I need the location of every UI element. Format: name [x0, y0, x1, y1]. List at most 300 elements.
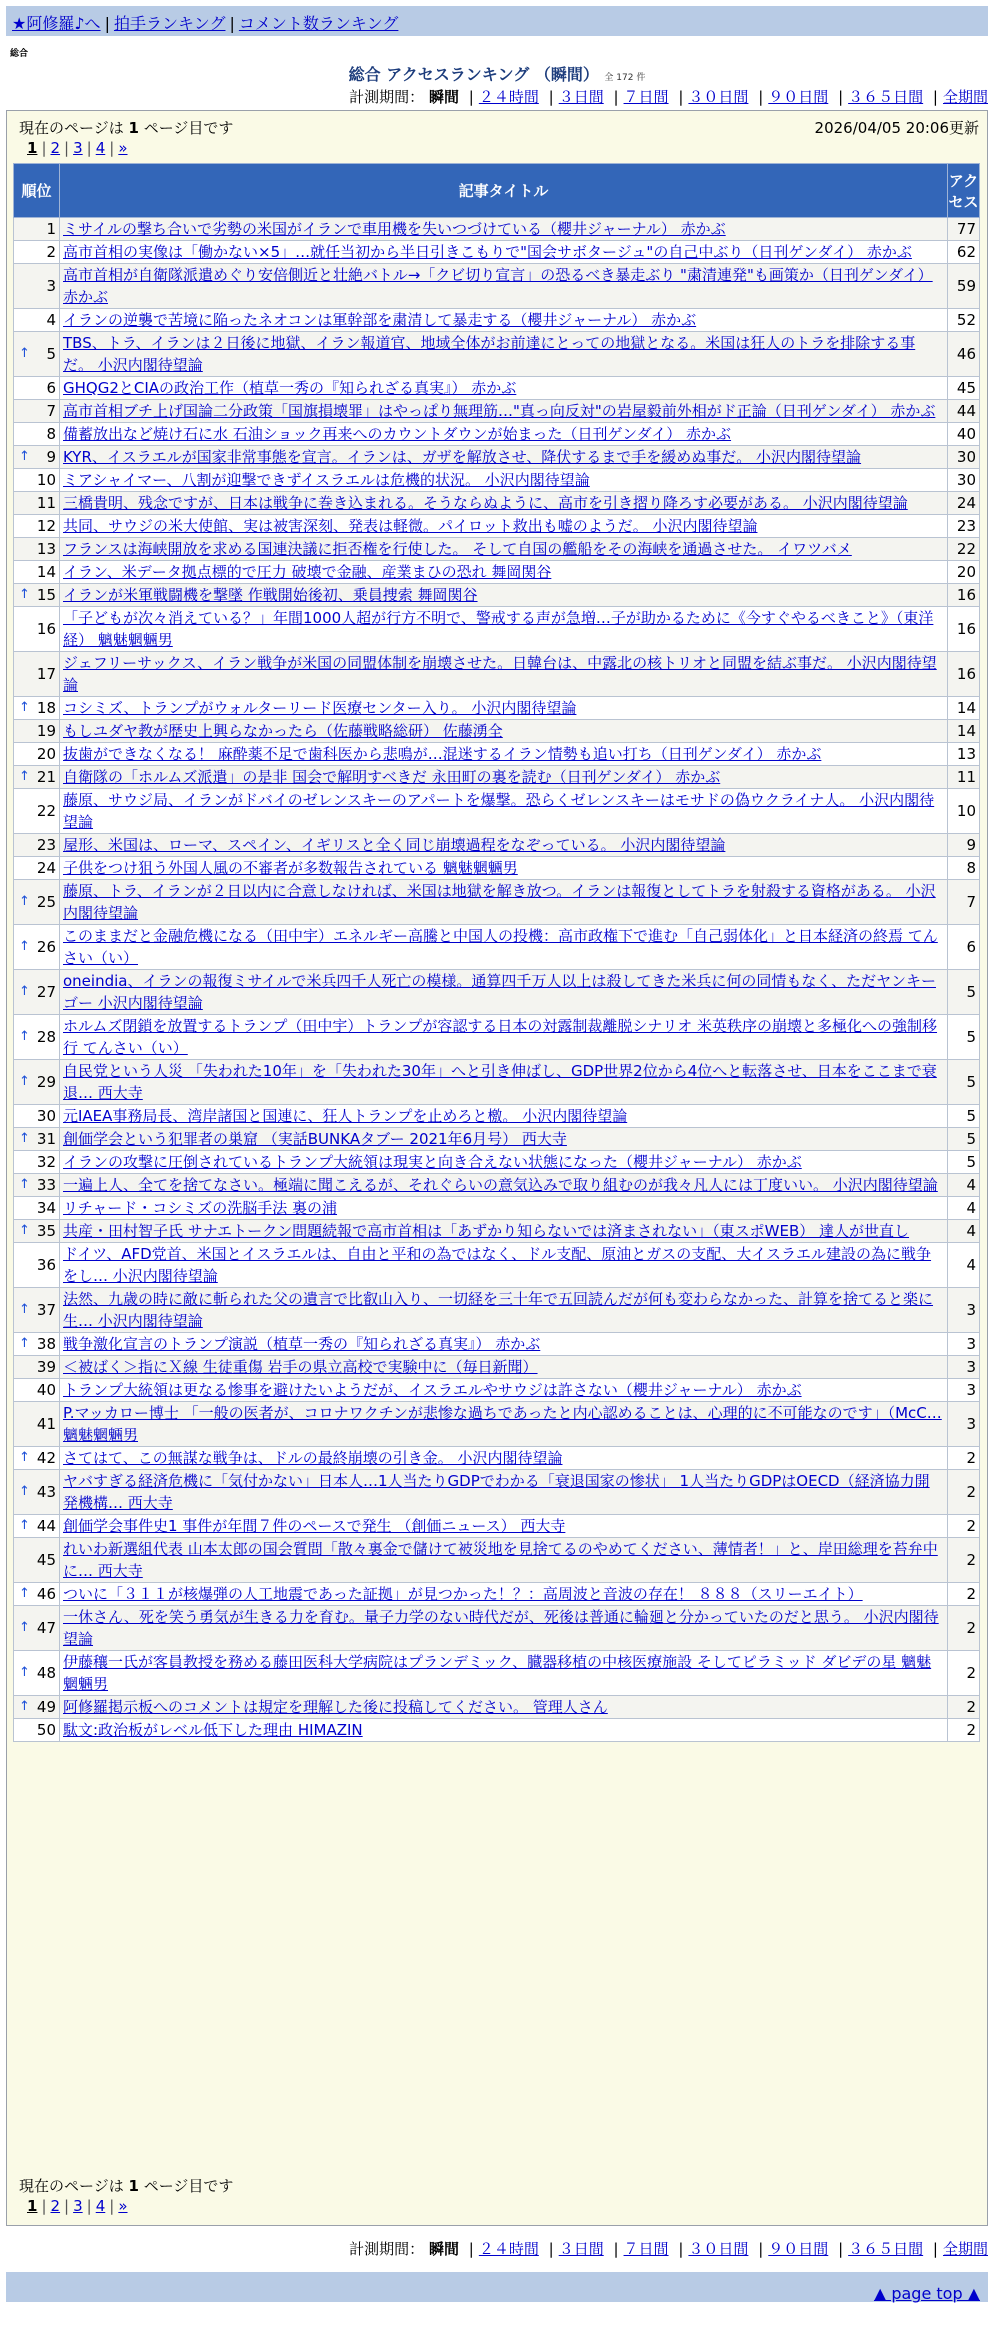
- title-cell: [60, 584, 948, 607]
- period-current: 瞬間: [428, 2240, 459, 2258]
- rank-number: 17: [36, 665, 56, 683]
- title-cell: [60, 538, 948, 561]
- title-cell: [60, 492, 948, 515]
- period-separator: |: [548, 2240, 554, 2258]
- article-link[interactable]: 一休さん、死を笑う勇気が生きる力を育む。量子力学のない時代だが、死後は普通に輪廻と分かっていたのだと思う。 小沢内閣待望論: [63, 1608, 939, 1648]
- pager-link-4[interactable]: 4: [95, 2197, 106, 2215]
- pager-current: 1: [27, 2197, 38, 2215]
- access-count: 3: [948, 1288, 980, 1333]
- rank-cell: [14, 469, 60, 492]
- article-link[interactable]: フランスは海峡開放を求める国連決議に拒否権を行使した。 そして自国の艦船をその海峡を通過させた。 イワツバメ: [63, 540, 852, 558]
- table-row: [14, 1583, 980, 1606]
- title-cell: [60, 789, 948, 834]
- access-count: 3: [948, 1356, 980, 1379]
- period-current: 瞬間: [428, 88, 459, 106]
- title-cell: [60, 1151, 948, 1174]
- article-link[interactable]: 阿修羅掲示板へのコメントは規定を理解した後に投稿してください。 管理人さん: [63, 1698, 608, 1716]
- rank-number: 21: [36, 768, 56, 786]
- rank-cell: [14, 1333, 60, 1356]
- up-arrow-icon: ↑: [19, 1586, 30, 1601]
- article-link[interactable]: さてはて、この無謀な戦争は、ドルの最終崩壊の引き金。 小沢内閣待望論: [63, 1449, 563, 1467]
- title-cell: [60, 446, 948, 469]
- access-count: 14: [948, 697, 980, 720]
- period-link-7d[interactable]: ７日間: [623, 88, 669, 106]
- rank-number: 45: [36, 1551, 56, 1569]
- rank-number: 25: [36, 893, 56, 911]
- rank-cell: [14, 697, 60, 720]
- rank-number: 47: [36, 1619, 56, 1637]
- title-cell: [60, 1696, 948, 1719]
- pager-separator: |: [109, 139, 115, 157]
- rank-number: 26: [36, 938, 56, 956]
- up-arrow-icon: ↑: [19, 1336, 30, 1351]
- period-link-all[interactable]: 全期間: [942, 2240, 988, 2258]
- article-link[interactable]: oneindia、イランの報復ミサイルで米兵四千人死亡の模様。通算四千万人以上は殺してきた米兵に何の同情もなく、ただヤンキーゴー 小沢内閣待望論: [63, 972, 936, 1012]
- table-row: [14, 834, 980, 857]
- ranking-table: [13, 163, 980, 1742]
- column-header-title: 記事タイトル: [60, 164, 948, 218]
- article-link[interactable]: 共同、サウジの米大使館、実は被害深刻、発表は軽微。パイロット救出も嘘のようだ。 小沢内閣待望論: [63, 517, 758, 535]
- up-arrow-icon: ↑: [19, 1302, 30, 1317]
- rank-number: 31: [36, 1130, 56, 1148]
- access-count: 2: [948, 1515, 980, 1538]
- table-row: [14, 241, 980, 264]
- rank-cell: [14, 1174, 60, 1197]
- access-count: 16: [948, 584, 980, 607]
- table-row: [14, 766, 980, 789]
- pager-link-2[interactable]: 2: [50, 2197, 61, 2215]
- rank-number: 34: [36, 1199, 56, 1217]
- period-selector-top: [349, 86, 988, 107]
- access-count: 30: [948, 446, 980, 469]
- page-info-prefix: 現在のページは: [19, 2177, 129, 2195]
- period-link-90d[interactable]: ９０日間: [768, 88, 829, 106]
- period-link-7d[interactable]: ７日間: [623, 2240, 669, 2258]
- pager-next[interactable]: »: [118, 139, 128, 157]
- pager-current: 1: [27, 139, 38, 157]
- table-row: [14, 264, 980, 309]
- article-link[interactable]: 備蓄放出など焼け石に水 石油ショック再来へのカウントダウンが始まった（日刊ゲンダイ） 赤かぶ: [63, 425, 732, 443]
- access-count: 5: [948, 1105, 980, 1128]
- rank-cell: [14, 218, 60, 241]
- access-count: 10: [948, 789, 980, 834]
- rank-number: 3: [46, 277, 56, 295]
- rank-number: 5: [46, 345, 56, 363]
- access-count: 4: [948, 1197, 980, 1220]
- title-cell: [60, 652, 948, 697]
- title-cell: [60, 469, 948, 492]
- rank-cell: [14, 720, 60, 743]
- access-count: 13: [948, 743, 980, 766]
- access-count: 2: [948, 1470, 980, 1515]
- title-cell: [60, 970, 948, 1015]
- access-count: 2: [948, 1538, 980, 1583]
- up-arrow-icon: ↑: [19, 984, 30, 999]
- title-cell: [60, 241, 948, 264]
- title-cell: [60, 1288, 948, 1333]
- rank-cell: [14, 309, 60, 332]
- article-link[interactable]: イラン、米データ拠点標的で圧力 破壊で金融、産業まひの恐れ 舞岡関谷: [63, 563, 552, 581]
- title-cell: [60, 1128, 948, 1151]
- title-cell: [60, 1379, 948, 1402]
- period-link-90d[interactable]: ９０日間: [768, 2240, 829, 2258]
- period-label: 計測期間：: [349, 88, 425, 106]
- access-count: 5: [948, 970, 980, 1015]
- pager-next[interactable]: »: [118, 2197, 128, 2215]
- period-separator: |: [758, 88, 764, 106]
- rank-cell: [14, 515, 60, 538]
- rank-cell: [14, 538, 60, 561]
- table-row: [14, 970, 980, 1015]
- table-row: [14, 925, 980, 970]
- period-link-3d[interactable]: ３日間: [558, 88, 604, 106]
- article-link[interactable]: もしユダヤ教が歴史上興らなかったら（佐藤戦略総研） 佐藤湧全: [63, 722, 503, 740]
- nav-separator: |: [229, 14, 235, 33]
- article-link[interactable]: KYR、イスラエルが国家非常事態を宣言。イランは、ガザを解放させ、降伏するまで手を緩めぬ事だ。 小沢内閣待望論: [63, 448, 862, 466]
- pager-separator: |: [86, 139, 92, 157]
- article-link[interactable]: 高市首相ブチ上げ国論二分政策「国旗損壊罪」はやっぱり無理筋…"真っ向反対"の岩屋毅前外相がド正論（日刊ゲンダイ） 赤かぶ: [63, 402, 936, 420]
- page-info-number: 1: [128, 2177, 139, 2195]
- pager-separator: |: [64, 2197, 70, 2215]
- article-link[interactable]: 一遍上人、全てを捨てなさい。極端に聞こえるが、それぐらいの意気込みで取り組むのが我々凡人には丁度いい。 小沢内閣待望論: [63, 1176, 938, 1194]
- table-row: [14, 1606, 980, 1651]
- period-separator: |: [613, 88, 619, 106]
- table-row: [14, 309, 980, 332]
- rank-number: 2: [46, 243, 56, 261]
- period-link-3d[interactable]: ３日間: [558, 2240, 604, 2258]
- article-link[interactable]: ついに「３１１が核爆弾の人工地震であった証拠」が見つかった！？：高周波と音波の存在！ ８８８（スリーエイト）: [63, 1585, 863, 1603]
- nav-link-asyura-home[interactable]: ★阿修羅♪へ: [12, 14, 101, 33]
- article-link[interactable]: 元IAEA事務局長、湾岸諸国と国連に、狂人トランプを止めろと檄。 小沢内閣待望論: [63, 1107, 628, 1125]
- ranking-table-body: [14, 218, 980, 1742]
- access-count: 40: [948, 423, 980, 446]
- article-link[interactable]: 高市首相が自衛隊派遣めぐり安倍側近と壮絶バトル→「クビ切り宣言」の恐るべき暴走ぶり "粛清連発"も画策か（日刊ゲンダイ） 赤かぶ: [63, 266, 933, 306]
- access-count: 5: [948, 1015, 980, 1060]
- rank-number: 36: [36, 1256, 56, 1274]
- table-row: [14, 1151, 980, 1174]
- rank-cell: [14, 1060, 60, 1105]
- rank-cell: [14, 1151, 60, 1174]
- table-row: [14, 789, 980, 834]
- article-link[interactable]: 「子どもが次々消えている？」年間1000人超が行方不明で、警戒する声が急増…子が助かるために《今すぐやるべきこと》（東洋経） 魑魅魍魎男: [63, 609, 934, 649]
- title-cell: [60, 1402, 948, 1447]
- title-cell: [60, 1515, 948, 1538]
- page-info-suffix: ページ目です: [138, 2177, 234, 2195]
- article-link[interactable]: 抜歯ができなくなる！ 麻酔薬不足で歯科医から悲鳴が…混迷するイラン情勢も追い打ち（日刊ゲンダイ） 赤かぶ: [63, 745, 822, 763]
- article-link[interactable]: 子供をつけ狙う外国人風の不審者が多数報告されている 魑魅魍魎男: [63, 859, 518, 877]
- bottom-bar: [6, 2272, 988, 2302]
- rank-number: 18: [36, 699, 56, 717]
- up-arrow-icon: ↑: [19, 700, 30, 715]
- access-count: 11: [948, 766, 980, 789]
- rank-cell: [14, 1128, 60, 1151]
- table-row: [14, 697, 980, 720]
- table-row: [14, 584, 980, 607]
- up-arrow-icon: ↑: [19, 1665, 30, 1680]
- title-cell: [60, 697, 948, 720]
- article-link[interactable]: 創価学会という犯罪者の巣窟 （実話BUNKAタブー 2021年6月号） 西大寺: [63, 1130, 567, 1148]
- table-row: [14, 1719, 980, 1742]
- title-cell: [60, 1583, 948, 1606]
- period-separator: |: [838, 2240, 844, 2258]
- rank-number: 6: [46, 379, 56, 397]
- page-info-top: [19, 117, 233, 138]
- rank-cell: [14, 789, 60, 834]
- rank-number: 4: [46, 311, 56, 329]
- table-row: [14, 1288, 980, 1333]
- article-link[interactable]: ＜被ばく＞指にＸ線 生徒重傷 岩手の県立高校で実験中に（毎日新聞）: [63, 1358, 538, 1376]
- access-count: 20: [948, 561, 980, 584]
- period-separator: |: [678, 2240, 684, 2258]
- pager-separator: |: [109, 2197, 115, 2215]
- table-row: [14, 1128, 980, 1151]
- page-top-link[interactable]: ▲ page top ▲: [873, 2284, 980, 2303]
- table-row: [14, 1174, 980, 1197]
- title-cell: [60, 1197, 948, 1220]
- rank-cell: [14, 1356, 60, 1379]
- rank-number: 33: [36, 1176, 56, 1194]
- article-link[interactable]: 自民党という人災 「失われた10年」を「失われた30年」へと引き伸ばし、GDP世界2位から4位へと転落させ、日本をここまで衰退… 西大寺: [63, 1062, 937, 1102]
- rank-cell: [14, 1015, 60, 1060]
- article-link[interactable]: TBS、トラ、イランは２日後に地獄、イラン報道官、地域全体がお前達にとっての地獄となる。米国は狂人のトラを排除する事だ。 小沢内閣待望論: [63, 334, 916, 374]
- title-cell: [60, 1356, 948, 1379]
- rank-number: 10: [36, 471, 56, 489]
- rank-number: 39: [36, 1358, 56, 1376]
- period-link-all[interactable]: 全期間: [942, 88, 988, 106]
- access-count: 5: [948, 1060, 980, 1105]
- title-cell: [60, 880, 948, 925]
- article-link[interactable]: 藤原、サウジ局、イランがドバイのゼレンスキーのアパートを爆撃。恐らくゼレンスキーはモサドの偽ウクライナ人。 小沢内閣待望論: [63, 791, 935, 831]
- table-row: [14, 1356, 980, 1379]
- article-link[interactable]: ミアシャイマー、八割が迎撃できずイスラエルは危機的状況。 小沢内閣待望論: [63, 471, 590, 489]
- title-cell: [60, 1651, 948, 1696]
- up-arrow-icon: ↑: [19, 587, 30, 602]
- rank-cell: [14, 1447, 60, 1470]
- period-separator: |: [468, 88, 474, 106]
- access-count: 59: [948, 264, 980, 309]
- rank-cell: [14, 1243, 60, 1288]
- rank-cell: [14, 766, 60, 789]
- access-count: 2: [948, 1583, 980, 1606]
- access-count: 45: [948, 377, 980, 400]
- article-link[interactable]: トランプ大統領は更なる惨事を避けたいようだが、イスラエルやサウジは許さない（櫻井ジャーナル） 赤かぶ: [63, 1381, 802, 1399]
- rank-cell: [14, 1288, 60, 1333]
- rank-cell: [14, 332, 60, 377]
- access-count: 3: [948, 1402, 980, 1447]
- title-cell: [60, 400, 948, 423]
- rank-cell: [14, 880, 60, 925]
- table-row: [14, 1015, 980, 1060]
- period-separator: |: [548, 88, 554, 106]
- rank-cell: [14, 1515, 60, 1538]
- title-cell: [60, 925, 948, 970]
- access-count: 7: [948, 880, 980, 925]
- title-cell: [60, 857, 948, 880]
- access-count: 9: [948, 834, 980, 857]
- rank-number: 22: [36, 802, 56, 820]
- article-link[interactable]: P.マッカロー博士 「一般の医者が、コロナワクチンが悲惨な過ちであったと内心認めることは、心理的に不可能なのです」（McC… 魑魅魍魎男: [63, 1404, 942, 1444]
- access-count: 24: [948, 492, 980, 515]
- period-link-30d[interactable]: ３０日間: [688, 2240, 749, 2258]
- article-link[interactable]: 共産・田村智子氏 サナエトークン問題続報で高市首相は「あずかり知らないでは済まされない」（東スポWEB） 達人が世直し: [63, 1222, 910, 1240]
- access-count: 77: [948, 218, 980, 241]
- article-link[interactable]: ジェフリーサックス、イラン戦争が米国の同盟体制を崩壊させた。日韓台は、中露北の核トリオと同盟を結ぶ事だ。 小沢内閣待望論: [63, 654, 937, 694]
- up-arrow-icon: ↑: [19, 939, 30, 954]
- article-link[interactable]: GHQG2とCIAの政治工作（植草一秀の『知られざる真実』） 赤かぶ: [63, 379, 517, 397]
- rank-number: 48: [36, 1664, 56, 1682]
- article-link[interactable]: 駄文:政治板がレベル低下した理由 HIMAZIN: [63, 1721, 363, 1739]
- article-link[interactable]: ヤバすぎる経済危機に「気付かない」日本人…1人当たりGDPでわかる「衰退国家の惨状」 1人当たりGDPはOECD（経済協力開発機構… 西大寺: [63, 1472, 930, 1512]
- table-row: [14, 1243, 980, 1288]
- rank-number: 40: [36, 1381, 56, 1399]
- title-cell: [60, 720, 948, 743]
- article-link[interactable]: このままだと金融危機になる（田中宇）エネルギー高騰と中国人の投機：高市政権下で進む「自己弱体化」と日本経済の終焉 てんさい（い）: [63, 927, 938, 967]
- rank-cell: [14, 743, 60, 766]
- pager-bottom: [27, 2197, 128, 2215]
- table-row: [14, 1402, 980, 1447]
- table-row: [14, 1538, 980, 1583]
- rank-number: 19: [36, 722, 56, 740]
- up-arrow-icon: ↑: [19, 1177, 30, 1192]
- access-count: 22: [948, 538, 980, 561]
- title-cell: [60, 766, 948, 789]
- rank-cell: [14, 1220, 60, 1243]
- title-cell: [60, 1470, 948, 1515]
- up-arrow-icon: ↑: [19, 1131, 30, 1146]
- article-link[interactable]: 創価学会事件史1 事件が年間７件のペースで発生 （創価ニュース） 西大寺: [63, 1517, 566, 1535]
- rank-cell: [14, 1538, 60, 1583]
- up-arrow-icon: ↑: [19, 1074, 30, 1089]
- article-link[interactable]: イランが米軍戦闘機を撃墜 作戦開始後初、乗員捜索 舞岡関谷: [63, 586, 478, 604]
- rank-cell: [14, 584, 60, 607]
- rank-cell: [14, 652, 60, 697]
- table-row: [14, 1379, 980, 1402]
- rank-number: 42: [36, 1449, 56, 1467]
- rank-cell: [14, 1470, 60, 1515]
- title-cell: [60, 423, 948, 446]
- article-link[interactable]: 法然、九歳の時に敵に斬られた父の遺言で比叡山入り、一切経を三十年で五回読んだが何も変わらなかった、計算を捨てると楽に生… 小沢内閣待望論: [63, 1290, 934, 1330]
- rank-cell: [14, 446, 60, 469]
- title-cell: [60, 218, 948, 241]
- table-row: [14, 652, 980, 697]
- period-link-365d[interactable]: ３６５日間: [848, 88, 924, 106]
- rank-cell: [14, 1719, 60, 1742]
- table-row: [14, 469, 980, 492]
- table-row: [14, 1220, 980, 1243]
- table-row: [14, 1696, 980, 1719]
- title-cell: [60, 561, 948, 584]
- title-cell: [60, 1719, 948, 1742]
- rank-number: 37: [36, 1301, 56, 1319]
- rank-number: 16: [36, 620, 56, 638]
- rank-number: 12: [36, 517, 56, 535]
- period-link-24h[interactable]: ２４時間: [478, 88, 539, 106]
- rank-cell: [14, 423, 60, 446]
- rank-number: 9: [46, 448, 56, 466]
- article-link[interactable]: 伊藤穰一氏が客員教授を務める藤田医科大学病院はプランデミック、臓器移植の中核医療施設 そしてピラミッド ダビデの星 魑魅魍魎男: [63, 1653, 932, 1693]
- nav-link-applause-ranking[interactable]: 拍手ランキング: [113, 14, 226, 33]
- pager-link-3[interactable]: 3: [73, 139, 83, 157]
- access-count: 14: [948, 720, 980, 743]
- rank-number: 14: [36, 563, 56, 581]
- title-cell: [60, 607, 948, 652]
- article-link[interactable]: 戦争激化宣言のトランプ演説（植草一秀の『知られざる真実』） 赤かぶ: [63, 1335, 541, 1353]
- up-arrow-icon: ↑: [19, 1484, 30, 1499]
- article-link[interactable]: れいわ新選組代表 山本太郎の国会質問「散々裏金で儲けて被災地を見捨てるのやめてください、薄情者！」と、岸田総理を苔弁中に… 西大寺: [63, 1540, 938, 1580]
- period-link-30d[interactable]: ３０日間: [688, 88, 749, 106]
- rank-number: 35: [36, 1222, 56, 1240]
- article-link[interactable]: 屋形、米国は、ローマ、スペイン、イギリスと全く同じ崩壊過程をなぞっている。 小沢内閣待望論: [63, 836, 726, 854]
- access-count: 2: [948, 1719, 980, 1742]
- period-separator: |: [468, 2240, 474, 2258]
- access-count: 5: [948, 1151, 980, 1174]
- article-link[interactable]: ドイツ、AFD党首、米国とイスラエルは、自由と平和の為ではなく、ドル支配、原油とガスの支配、大イスラエル建設の為に戦争をし… 小沢内閣待望論: [63, 1245, 932, 1285]
- article-link[interactable]: コシミズ、トランプがウォルターリード医療センター入り。 小沢内閣待望論: [63, 699, 577, 717]
- up-arrow-icon: ↑: [19, 894, 30, 909]
- rank-cell: [14, 241, 60, 264]
- table-row: [14, 1333, 980, 1356]
- access-count: 44: [948, 400, 980, 423]
- rank-cell: [14, 1583, 60, 1606]
- article-link[interactable]: 藤原、トラ、イランが２日以内に合意しなければ、米国は地獄を解き放つ。イランは報復としてトラを射殺する資格がある。 小沢内閣待望論: [63, 882, 936, 922]
- pager-link-2[interactable]: 2: [50, 139, 61, 157]
- rank-number: 50: [36, 1721, 56, 1739]
- table-row: [14, 538, 980, 561]
- rank-cell: [14, 264, 60, 309]
- period-link-24h[interactable]: ２４時間: [478, 2240, 539, 2258]
- rank-cell: [14, 377, 60, 400]
- title-cell: [60, 264, 948, 309]
- article-link[interactable]: 高市首相の実像は「働かない×5」…就任当初から半日引きこもりで"国会サボタージュ"の自己中ぶり（日刊ゲンダイ） 赤かぶ: [63, 243, 912, 261]
- pager-link-4[interactable]: 4: [95, 139, 106, 157]
- period-separator: |: [932, 2240, 938, 2258]
- nav-link-comment-ranking[interactable]: コメント数ランキング: [238, 14, 399, 33]
- pager-separator: |: [64, 139, 70, 157]
- rank-cell: [14, 1606, 60, 1651]
- pager-separator: |: [41, 2197, 47, 2215]
- article-link[interactable]: 自衛隊の「ホルムズ派遣」の是非 国会で解明すべきだ 永田町の裏を読む（日刊ゲンダイ） 赤かぶ: [63, 768, 721, 786]
- table-row: [14, 880, 980, 925]
- article-link[interactable]: 三橋貴明、残念ですが、日本は戦争に巻き込まれる。そうならぬように、高市を引き摺り降ろす必要がある。 小沢内閣待望論: [63, 494, 908, 512]
- article-link[interactable]: イランの攻撃に圧倒されているトランプ大統領は現実と向き合えない状態になった（櫻井ジャーナル） 赤かぶ: [63, 1153, 802, 1171]
- article-link[interactable]: イランの逆襲で苦境に陥ったネオコンは軍幹部を粛清して暴走する（櫻井ジャーナル） 赤かぶ: [63, 311, 697, 329]
- up-arrow-icon: ↑: [19, 1518, 30, 1533]
- article-link[interactable]: リチャード・コシミズの洗脳手法 裏の浦: [63, 1199, 338, 1217]
- ranking-title: [0, 62, 994, 85]
- article-link[interactable]: ミサイルの撃ち合いで劣勢の米国がイランで車用機を失いつづけている（櫻井ジャーナル） 赤かぶ: [63, 220, 726, 238]
- rank-number: 28: [36, 1028, 56, 1046]
- article-link[interactable]: ホルムズ閉鎖を放置するトランプ（田中宇）トランプが容認する日本の対露制裁離脱シナリオ 米英秩序の崩壊と多極化への強制移行 てんさい（い）: [63, 1017, 938, 1057]
- table-row: [14, 743, 980, 766]
- rank-number: 49: [36, 1698, 56, 1716]
- pager-link-3[interactable]: 3: [73, 2197, 83, 2215]
- period-label: 計測期間：: [349, 2240, 425, 2258]
- rank-cell: [14, 1197, 60, 1220]
- access-count: 3: [948, 1333, 980, 1356]
- period-separator: |: [932, 88, 938, 106]
- access-count: 4: [948, 1174, 980, 1197]
- rank-cell: [14, 1105, 60, 1128]
- rank-cell: [14, 1402, 60, 1447]
- up-arrow-icon: ↑: [19, 1620, 30, 1635]
- period-link-365d[interactable]: ３６５日間: [848, 2240, 924, 2258]
- rank-cell: [14, 970, 60, 1015]
- title-cell: [60, 1174, 948, 1197]
- access-count: 23: [948, 515, 980, 538]
- up-arrow-icon: ↑: [19, 1699, 30, 1714]
- table-row: [14, 1105, 980, 1128]
- table-row: [14, 423, 980, 446]
